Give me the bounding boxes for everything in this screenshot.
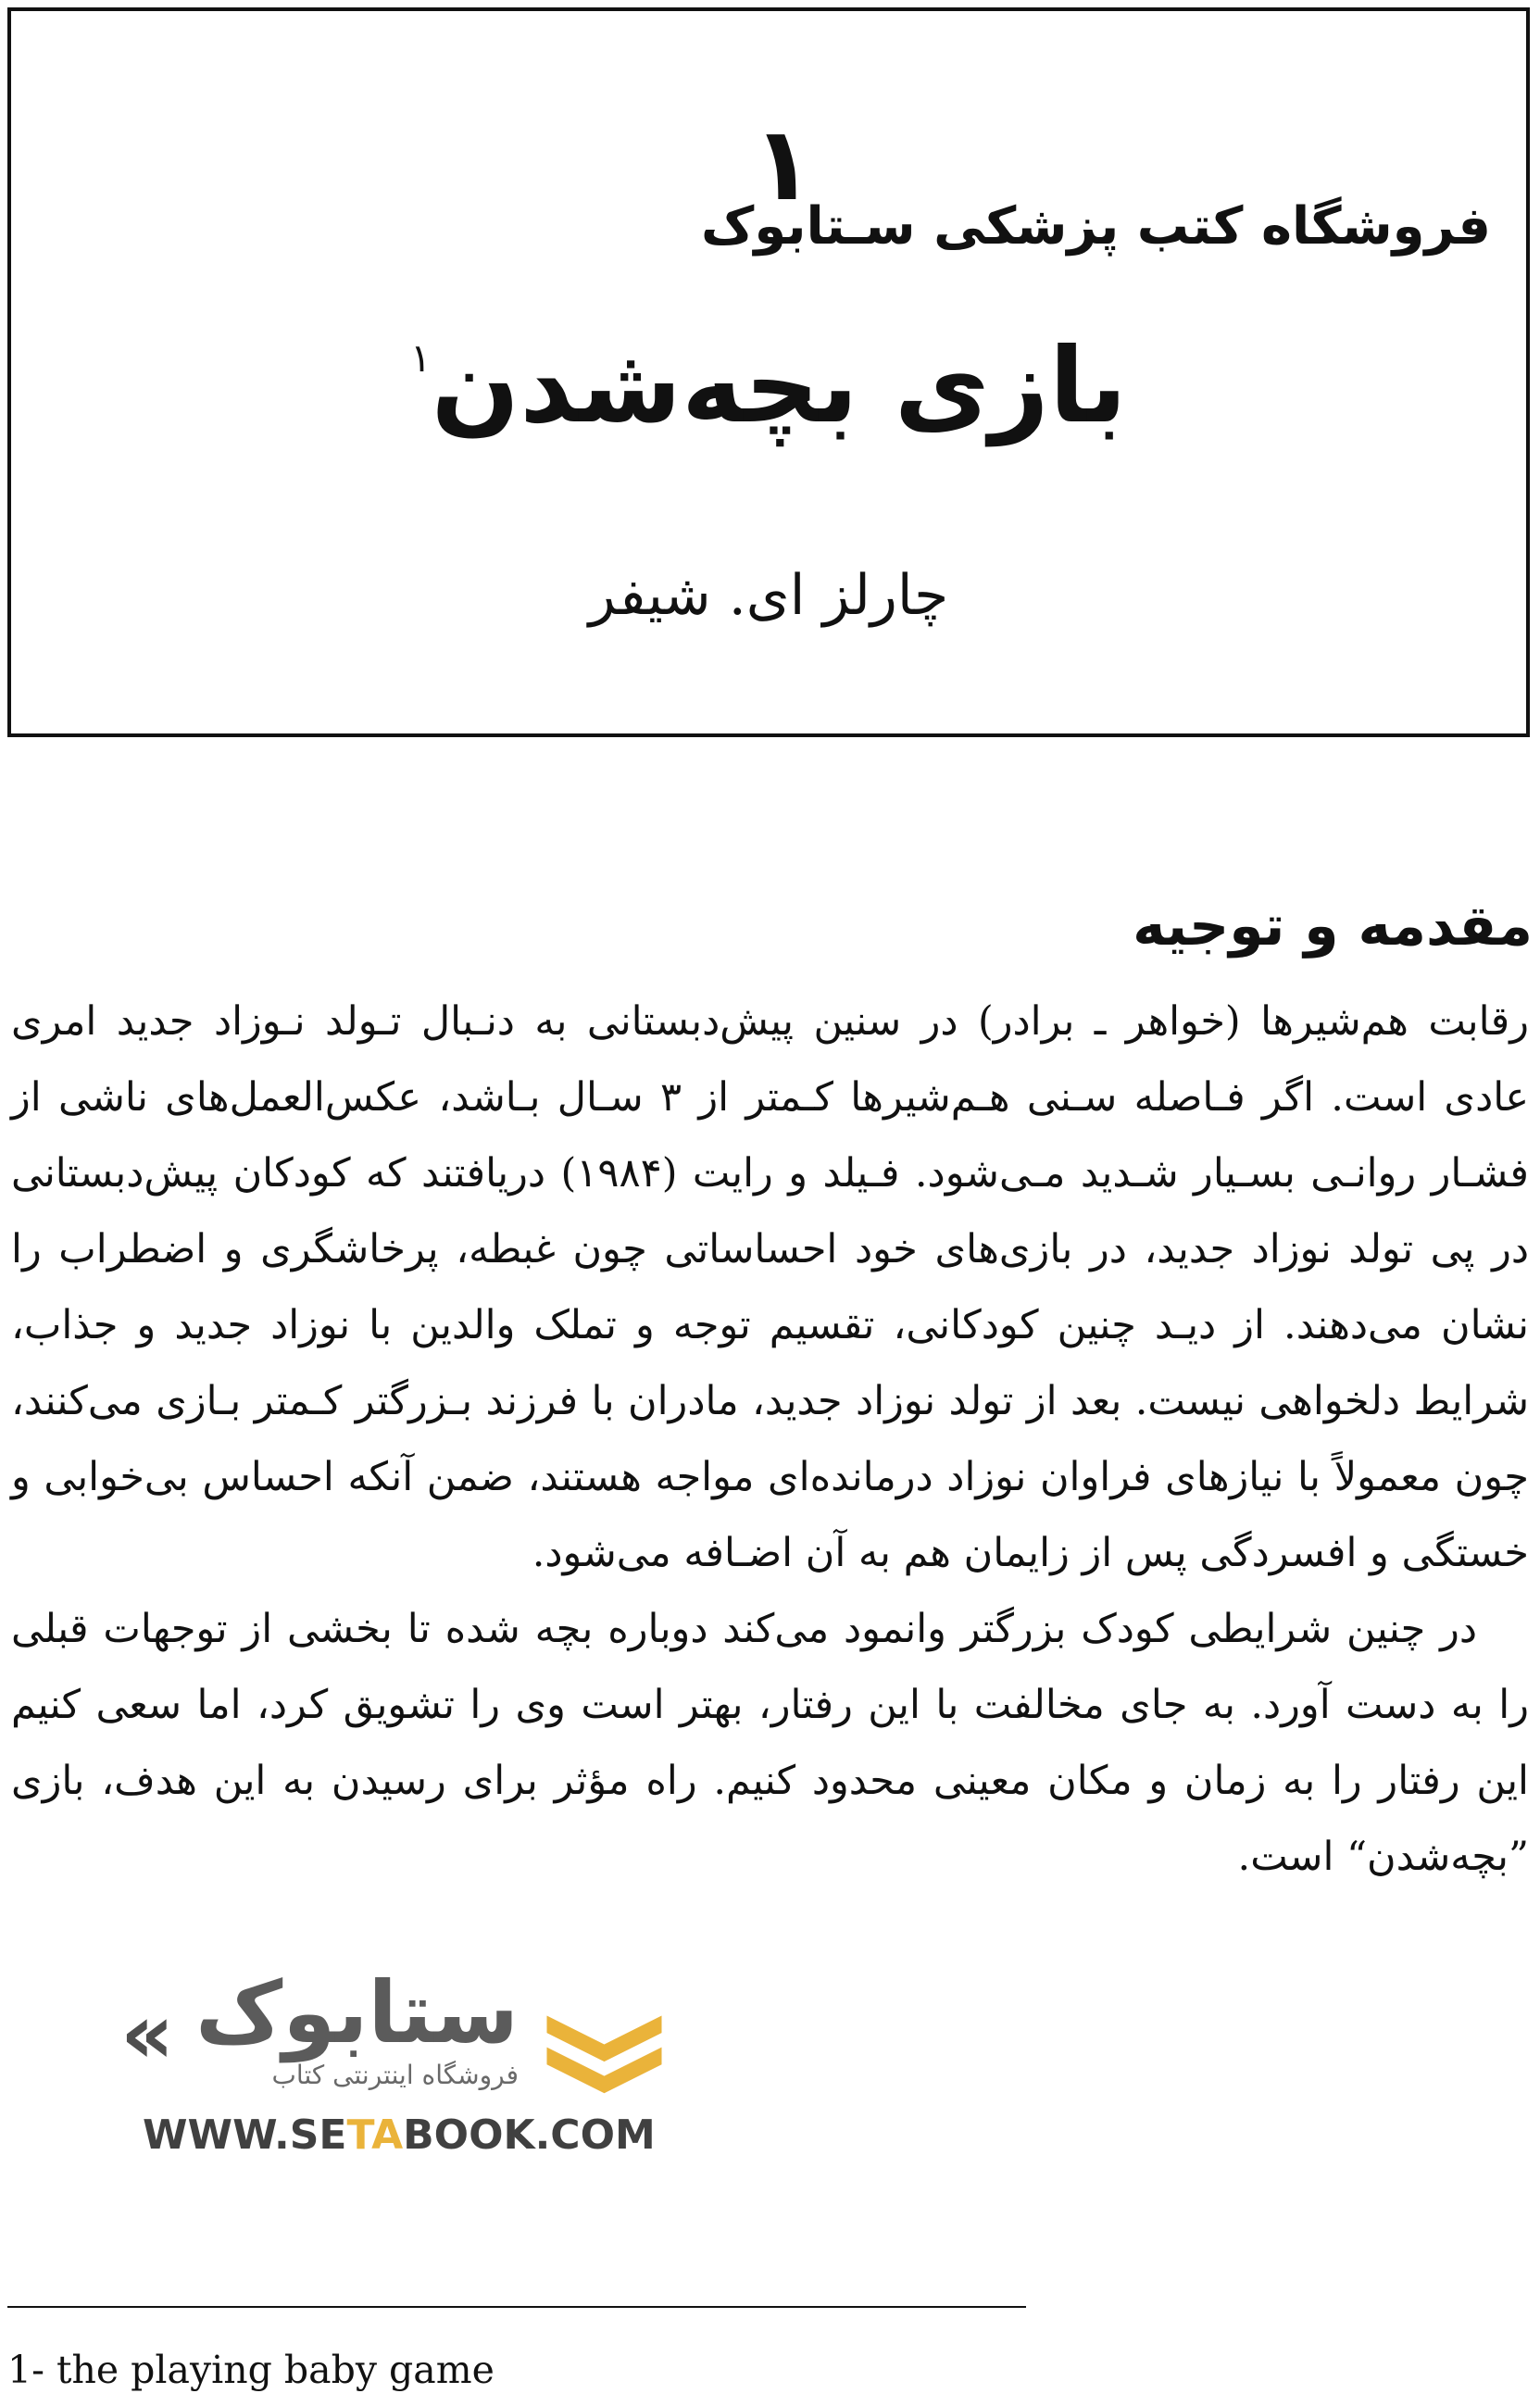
paragraph: در چنین شرایطی کودک بزرگتر وانمود می‌کند دوباره بچه شده تا بخشی از توجهات قبلی را به دست آورد. به جای مخالفت با این رفتار، بهتر است وی را تشویق کرد، اما سعی کنیم این رفتار را به زمان و مکان معینی محدود کنیم. راه مؤثر برای رسیدن به این هدف، بازی ”بچه‌شدن“ است. <box>11 1606 1529 1880</box>
author-name: چارلز ای. شیفر <box>588 563 949 628</box>
body-text <box>11 984 1529 1895</box>
chapter-number: ۱ <box>752 105 815 223</box>
watermark-url: WWW.SETABOOK.COM <box>143 2112 656 2159</box>
footnote: 1- the playing baby game <box>7 2348 495 2392</box>
footnote-divider <box>7 2306 1026 2308</box>
book-logo-icon <box>532 1973 676 2116</box>
setabook-watermark <box>120 1963 676 2176</box>
watermark-brand: ستابوک <box>195 1963 519 2062</box>
chapter-title-text: بازی بچه‌شدن <box>431 326 1127 446</box>
title-footnote-mark: ۱ <box>410 335 432 381</box>
chapter-title <box>11 326 1526 446</box>
store-name: فروشگاه کتب پزشکی سـتابوک <box>701 196 1491 257</box>
chevron-left-icon: « <box>120 1986 175 2083</box>
section-title: مقدمه و توجیه <box>1133 894 1533 959</box>
watermark-tagline: فروشگاه اینترنتی کتاب <box>271 2060 519 2090</box>
chapter-title-box <box>7 7 1530 737</box>
paragraph: رقابت هم‌شیرها (خواهر ـ برادر) در سنین پیش‌دبستانی به دنـبال تـولد نـوزاد جدید امری عادی است. اگر فـاصله سـنی هـم‌شیرها کـمتر از ۳ سـال بـاشد، عکس‌العمل‌های ناشی از فشـار روانـی بسـیار شـدید مـی‌شود. فـیلد و رایت (۱۹۸۴) دریافتند که کودکان پیش‌دبستانی در پی تولد نوزاد جدید، در بازی‌های خود احساساتی چون غبطه، پرخاشگری و اضطراب را نشان می‌دهند. از دیـد چنین کودکانی، تقسیم توجه و تملک والدین با نوزاد جدید و جذاب، شرایط دلخواهی نیست. بعد از تولد نوزاد جدید، مادران با فرزند بـزرگتر کـمتر بـازی می‌کنند، چون معمولاً با نیازهای فراوان نوزاد درمانده‌ای مواجه هستند، ضمن آنکه احساس بی‌خوابی و خستگی و افسردگی پس از زایمان هم به آن اضـافه می‌شود. <box>11 998 1529 1576</box>
